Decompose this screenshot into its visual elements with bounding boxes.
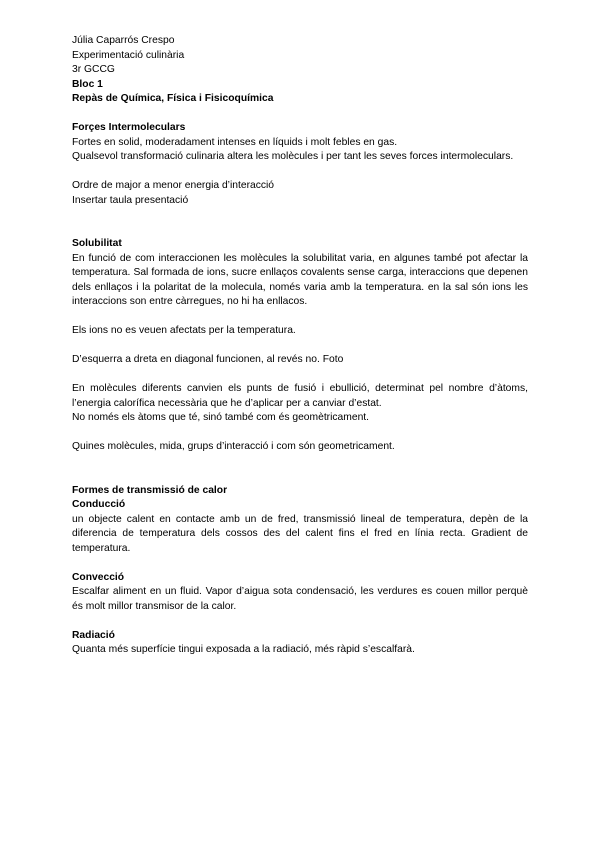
solubility-paragraph-2: Els ions no es veuen afectats per la temperatura. bbox=[72, 325, 296, 336]
spacer bbox=[72, 455, 528, 484]
solubility-paragraph-6: Quines molècules, mida, grups d’interacció i com són geometricament. bbox=[72, 441, 395, 452]
spacer bbox=[72, 310, 528, 325]
spacer bbox=[72, 426, 528, 441]
solubility-paragraph-4: En molècules diferents canvien els punts de fusió i ebullició, determinat pel nombre d’àtoms, l’energia calorífica necessària que he d’aplicar per a canviar d’estat. bbox=[72, 383, 528, 409]
spacer bbox=[72, 208, 528, 237]
forces-paragraph-3: Ordre de major a menor energia d’interacció bbox=[72, 180, 275, 191]
author-name: Júlia Caparrós Crespo bbox=[72, 35, 175, 46]
document-body bbox=[72, 34, 528, 658]
solubility-paragraph-1: En funció de com interaccionen les molècules la solubilitat varia, en algunes també pot afectar la temperatura. Sal formada de ions, sucre enllaços covalents sense carga, interaccions que depenen dels enllaços i la polaritat de la molecula, només varia amb la temperatura. en la sal són ions les interaccions son entre càrregues, no hi ha enllacos. bbox=[72, 252, 528, 307]
radiation-paragraph: Quanta més superfície tingui exposada a la radiació, més ràpid s’escalfarà. bbox=[72, 644, 415, 655]
solubility-paragraph-5: No només els àtoms que té, sinó també com és geomètricament. bbox=[72, 412, 370, 423]
topic-heading: Repàs de Química, Física i Fisicoquímica bbox=[72, 93, 274, 104]
spacer bbox=[72, 556, 528, 571]
group-name: 3r GCCG bbox=[72, 64, 115, 75]
spacer bbox=[72, 368, 528, 383]
block-heading: Bloc 1 bbox=[72, 78, 103, 90]
solubility-heading: Solubilitat bbox=[72, 238, 122, 249]
conduction-heading: Conducció bbox=[72, 499, 126, 510]
forces-heading: Forçes Intermoleculars bbox=[72, 122, 186, 133]
solubility-paragraph-3: D’esquerra a dreta en diagonal funcionen, al revés no. Foto bbox=[72, 354, 344, 365]
forces-paragraph-2: Qualsevol transformació culinaria altera les molècules i per tant les seves forces intermoleculars. bbox=[72, 151, 514, 162]
radiation-heading: Radiació bbox=[72, 629, 115, 641]
spacer bbox=[72, 107, 528, 122]
forces-paragraph-1: Fortes en solid, moderadament intenses en líquids i molt febles en gas. bbox=[72, 136, 398, 148]
spacer bbox=[72, 614, 528, 629]
course-name: Experimentació culinària bbox=[72, 49, 185, 61]
spacer bbox=[72, 339, 528, 354]
convection-paragraph: Escalfar aliment en un fluid. Vapor d’aigua sota condensació, les verdures es couen millor perquè és molt millor transmisor de la calor. bbox=[72, 586, 528, 612]
forces-paragraph-4: Insertar taula presentació bbox=[72, 194, 189, 206]
convection-heading: Convecció bbox=[72, 571, 125, 583]
heat-heading: Formes de transmissió de calor bbox=[72, 484, 228, 496]
spacer bbox=[72, 165, 528, 180]
conduction-paragraph: un objecte calent en contacte amb un de fred, transmissió lineal de temperatura, depèn de la diferencia de temperatura dels cossos des del calent fins el fred en línia recta. Gradient de temperatura. bbox=[72, 513, 528, 554]
